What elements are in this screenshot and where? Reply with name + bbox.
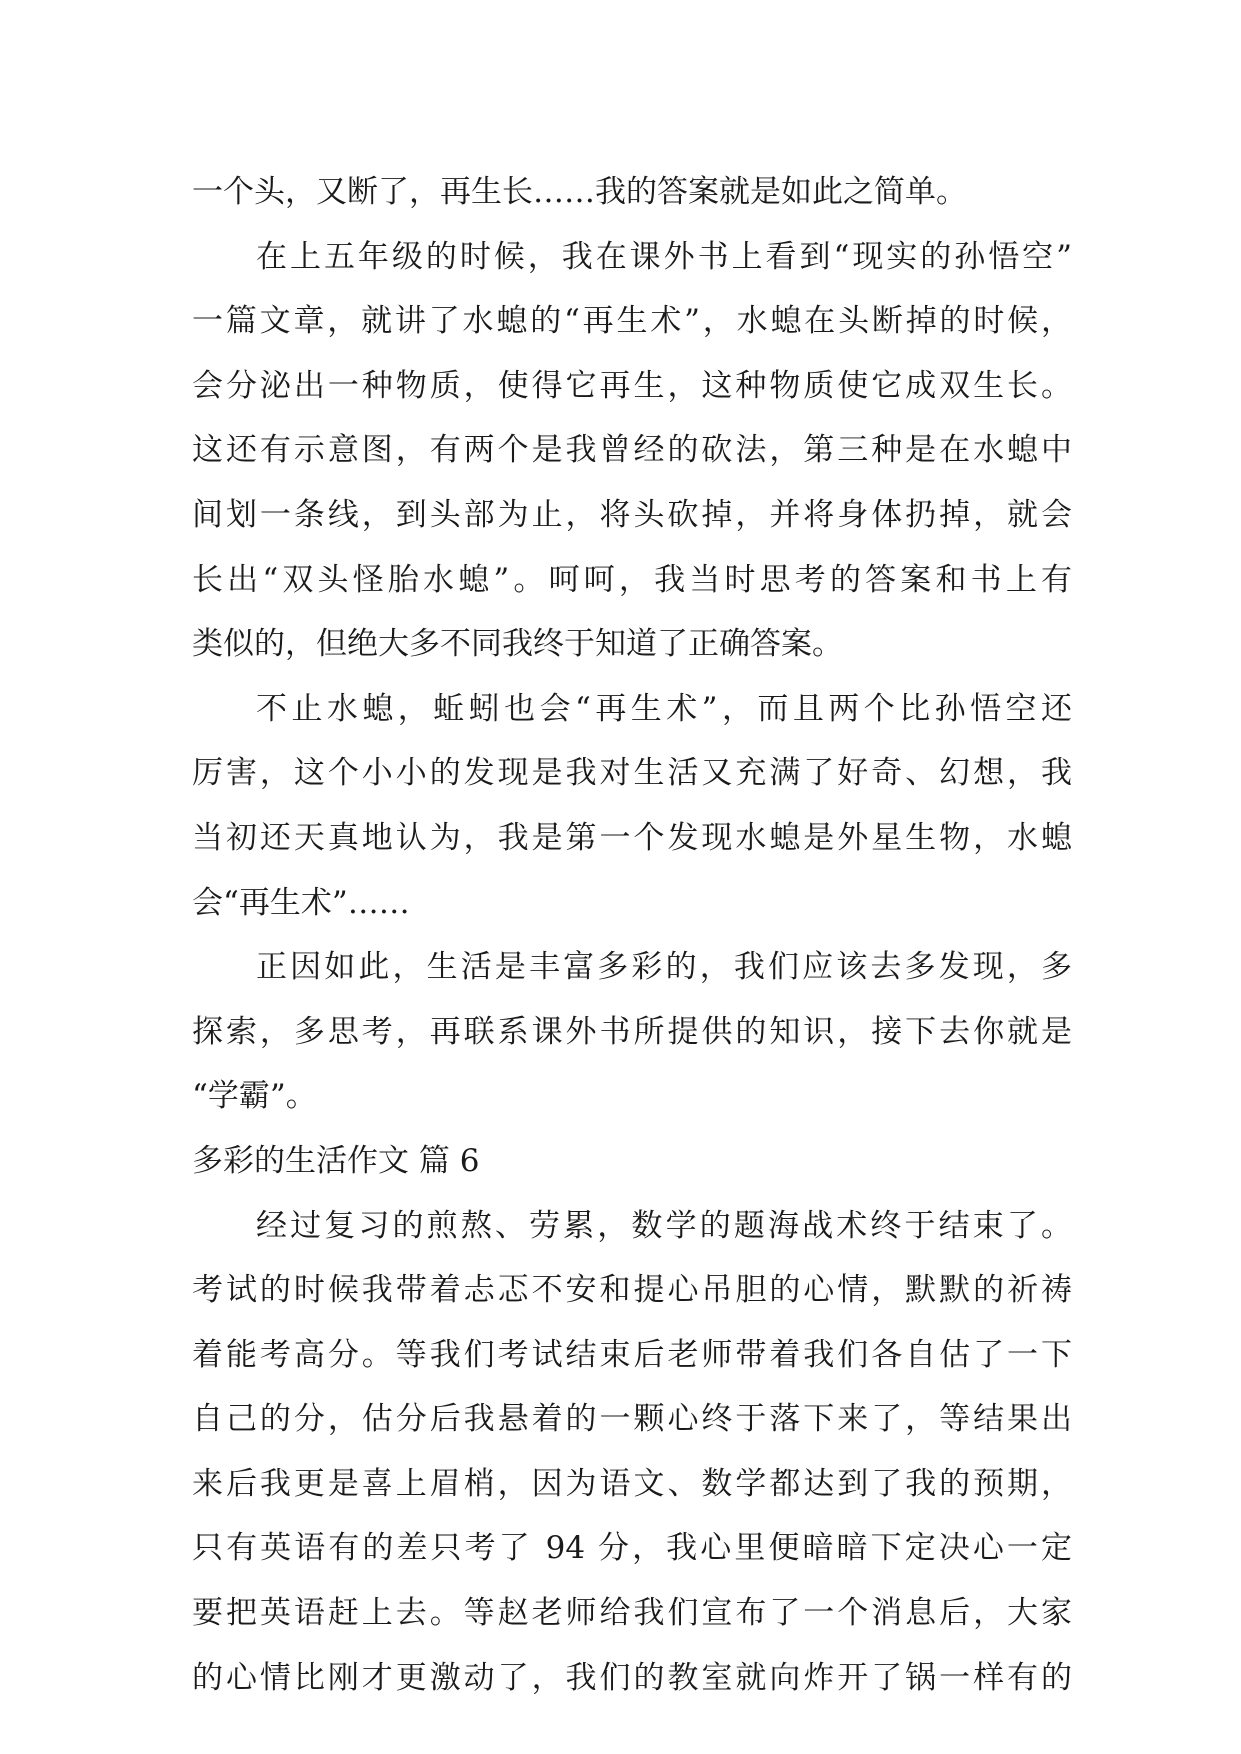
paragraph-line: 考试的时候我带着忐忑不安和提心吊胆的心情，默默的祈祷: [192, 1272, 1072, 1309]
paragraph-line: 自己的分，估分后我悬着的一颗心终于落下来了，等结果出: [192, 1401, 1072, 1438]
section-heading: 多彩的生活作文 篇 6: [192, 1142, 480, 1179]
paragraph-line: 探索，多思考，再联系课外书所提供的知识，接下去你就是: [192, 1013, 1072, 1050]
paragraph-line: 类似的，但绝大多不同我终于知道了正确答案。: [192, 626, 843, 663]
paragraph-line: 厉害，这个小小的发现是我对生活又充满了好奇、幻想，我: [192, 755, 1072, 792]
paragraph-line: 这还有示意图，有两个是我曾经的砍法，第三种是在水螅中: [192, 432, 1072, 469]
paragraph-line: 不止水螅，蚯蚓也会“再生术”，而且两个比孙悟空还: [256, 690, 1072, 727]
paragraph-line: 会分泌出一种物质，使得它再生，这种物质使它成双生长。: [192, 367, 1072, 404]
paragraph-line: 一篇文章，就讲了水螅的“再生术”，水螅在头断掉的时候，: [192, 303, 1072, 340]
paragraph-line: 会“再生术”……: [192, 884, 410, 921]
paragraph-line: 经过复习的煎熬、劳累，数学的题海战术终于结束了。: [256, 1207, 1072, 1244]
paragraph-line: 只有英语有的差只考了 94 分，我心里便暗暗下定决心一定: [192, 1530, 1072, 1567]
document-body: [192, 160, 1072, 1710]
paragraph-line: “学霸”。: [192, 1078, 317, 1115]
paragraph-line: 一个头，又断了，再生长……我的答案就是如此之简单。: [192, 174, 967, 210]
paragraph-line: 在上五年级的时候，我在课外书上看到“现实的孙悟空”: [256, 238, 1072, 275]
paragraph-line: 长出“双头怪胎水螅”。呵呵，我当时思考的答案和书上有: [192, 561, 1072, 598]
paragraph-line: 来后我更是喜上眉梢，因为语文、数学都达到了我的预期，: [192, 1465, 1072, 1502]
paragraph-line: 正因如此，生活是丰富多彩的，我们应该去多发现，多: [256, 949, 1072, 986]
paragraph-line: 当初还天真地认为，我是第一个发现水螅是外星生物，水螅: [192, 819, 1072, 856]
paragraph-line: 的心情比刚才更激动了，我们的教室就向炸开了锅一样有的: [192, 1659, 1072, 1696]
paragraph-line: 间划一条线，到头部为止，将头砍掉，并将身体扔掉，就会: [192, 496, 1072, 533]
paragraph-line: 着能考高分。等我们考试结束后老师带着我们各自估了一下: [192, 1336, 1072, 1373]
paragraph-line: 要把英语赶上去。等赵老师给我们宣布了一个消息后，大家: [192, 1595, 1072, 1632]
